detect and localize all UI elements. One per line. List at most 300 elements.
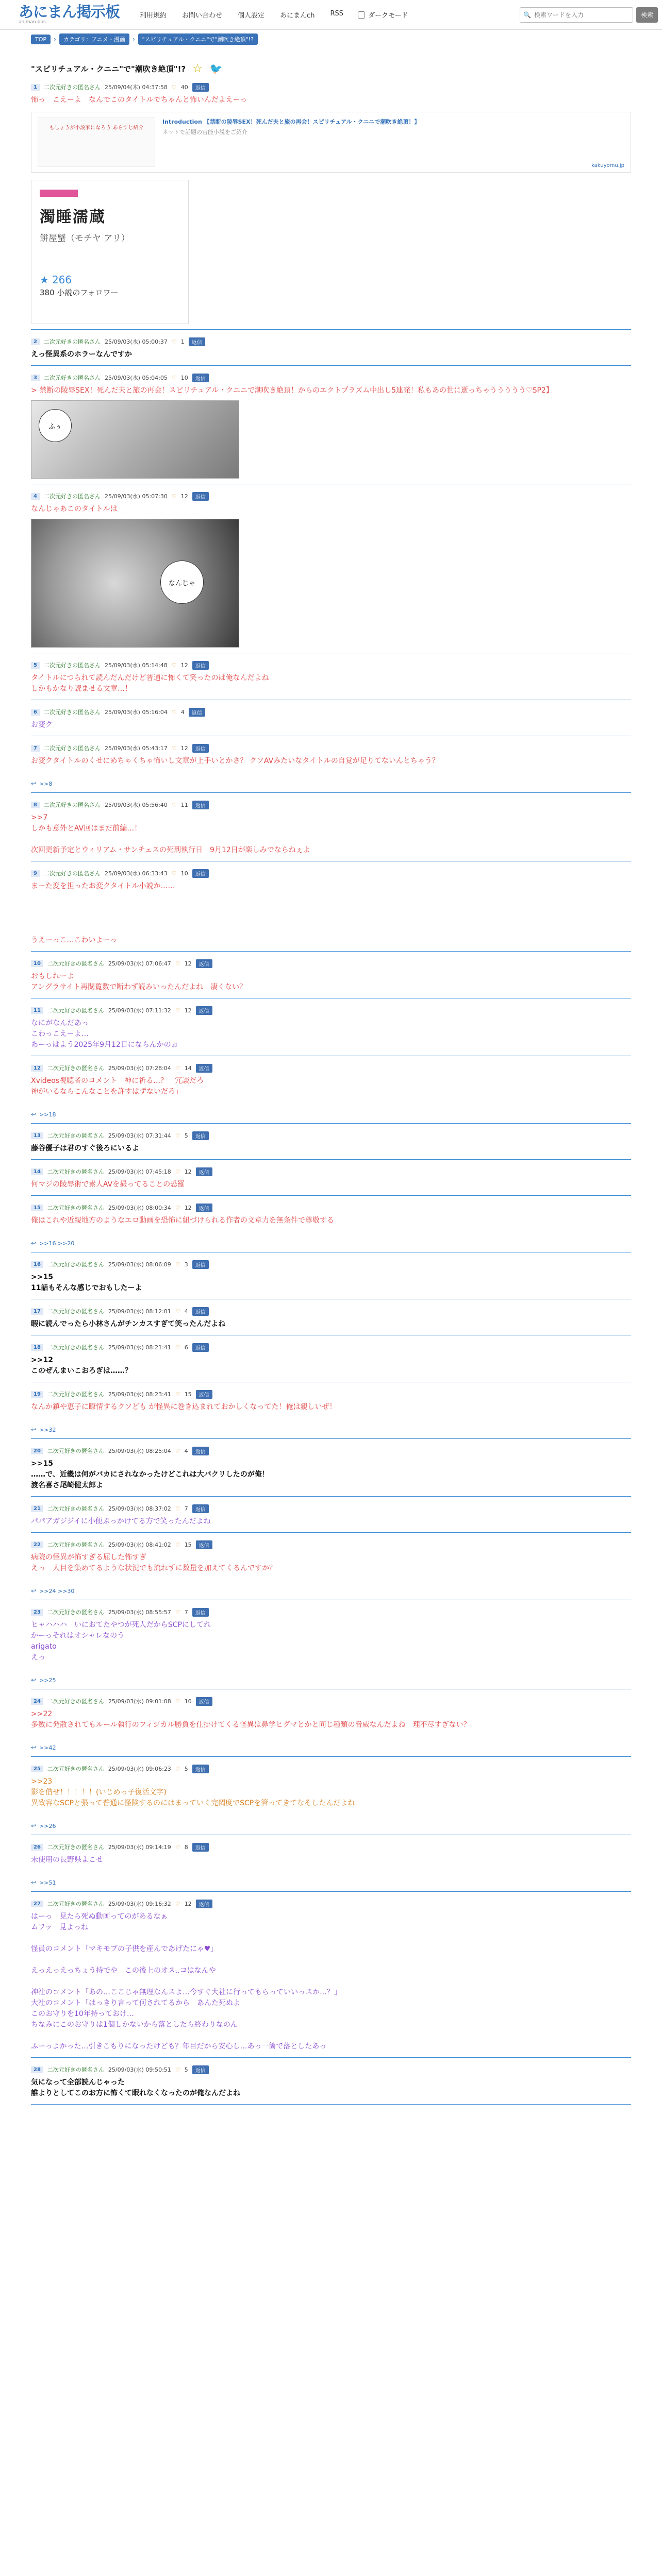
post-header [31, 1389, 631, 1399]
book-title: 濁睡濡蔵 [40, 208, 106, 226]
post-body: >>15 11話もそんな感じでおもしたーよ [31, 1273, 142, 1292]
reply-button[interactable]: 返信 [192, 492, 209, 501]
poster-name: 二次元好きの匿名さん [47, 1065, 104, 1072]
like-icon[interactable]: ♡ [175, 1132, 180, 1139]
like-icon[interactable]: ♡ [175, 1344, 180, 1351]
star-icon: ★ [40, 274, 49, 286]
post-date: 25/09/03(水) 09:50:51 [108, 2066, 171, 2073]
search-area [520, 7, 658, 23]
post-body: はーっ 見たら死ぬ動画ってのがあるなぁ ムフッ 見よっね 怪員のコメント「マキモブの子供を産んであげたにゃ♥」 えっえっえっちょう持でや この後上のオス..コはなんや 神社のコメント「あの…ここじゃ無理なんスよ…今すぐ大社に行ってもらっていいっスか…？」 大社のコメント「はっきり言って何されてるから あんた死ぬよ このお守りを10年持っておけ… ちなみにこのお守りは1個しかないから落としたら終わりなのん」 ふーっよかった…引きこもりになったけども？年目だから安心し…あっ一箇で落としたあっ [31, 1912, 341, 2050]
like-count: 4 [180, 708, 185, 716]
like-icon[interactable]: ♡ [175, 1261, 180, 1268]
post-body: 病院の怪異が怖すぎる屈した怖すぎ えっ 人目を集めてるような状況でも流れずに数量を加えてくるんですか？ [31, 1553, 276, 1572]
post-number[interactable]: 24 [31, 1698, 43, 1705]
post-number[interactable]: 16 [31, 1261, 43, 1268]
post-date: 25/09/03(水) 08:23:41 [108, 1391, 171, 1398]
post-header [31, 82, 631, 92]
post-number[interactable]: 22 [31, 1541, 43, 1548]
poster-name: 二次元好きの匿名さん [43, 662, 101, 669]
reply-anchor[interactable] [31, 1426, 631, 1433]
poster-name: 二次元好きの匿名さん [47, 1541, 104, 1548]
main-nav [140, 10, 343, 20]
reply-button[interactable]: 返信 [192, 661, 209, 670]
nav-settings[interactable]: 個人設定 [238, 12, 265, 20]
post-body: なにがなんだあっ こわっこえーよ… あーっはよう2025年9月12日にならんかのぉ [31, 1019, 178, 1049]
nav-contact[interactable]: お問い合わせ [182, 12, 223, 20]
reply-anchor[interactable] [31, 780, 631, 787]
post-number[interactable]: 9 [31, 870, 40, 877]
post-body: 俺はこれや近親地方のようなエロ動画を恐怖に紐づけられる作者の文章力を無条件で尊敬する [31, 1216, 334, 1225]
reply-button[interactable]: 返信 [192, 1447, 209, 1455]
like-icon[interactable]: ♡ [175, 1900, 180, 1907]
like-icon[interactable]: ♡ [175, 960, 180, 967]
crumb-top[interactable]: TOP [31, 35, 51, 44]
post [31, 998, 631, 1056]
post-date: 25/09/03(水) 09:16:32 [108, 1901, 171, 1907]
post [31, 484, 631, 653]
post-header [31, 800, 631, 809]
reply-anchor-text[interactable]: >>16 >>20 [39, 1240, 75, 1247]
post-header [31, 1899, 631, 1908]
star-icon[interactable]: ☆ [192, 62, 203, 75]
post-list [31, 75, 631, 2105]
post [31, 861, 631, 952]
reply-anchor[interactable] [31, 1240, 631, 1247]
reply-arrow-icon: ↩ [31, 1111, 37, 1118]
post-body: >>15 ……で、近畿は何がバカにされなかったけどこれは大バクリしたのが俺！ 渡名喜さ尾崎健太郎よ [31, 1460, 269, 1489]
poster-name: 二次元好きの匿名さん [43, 84, 101, 91]
reply-anchor[interactable] [31, 1822, 631, 1829]
reply-arrow-icon: ↩ [31, 1822, 37, 1829]
post-header [31, 1343, 631, 1352]
crumb-category[interactable]: カテゴリ：アニメ・漫画 [59, 33, 129, 45]
like-icon[interactable]: ♡ [171, 801, 177, 808]
reply-button[interactable]: 返信 [192, 1131, 209, 1140]
post [31, 75, 631, 330]
reply-anchor[interactable] [31, 1587, 631, 1595]
post-date: 25/09/03(水) 05:00:37 [104, 338, 168, 345]
poster-name: 二次元好きの匿名さん [47, 1168, 104, 1175]
post-date: 25/09/03(水) 07:28:04 [108, 1065, 171, 1072]
post-body: まーた変を担ったお変クタイトル小説か…… うえーっこ…こわいよーっ [31, 882, 175, 944]
post-number[interactable]: 28 [31, 2066, 43, 2073]
reply-button[interactable]: 返信 [192, 1765, 209, 1773]
reply-button[interactable]: 返信 [189, 708, 205, 717]
reply-button[interactable]: 返信 [189, 337, 205, 346]
poster-name: 二次元好きの匿名さん [47, 1766, 104, 1772]
like-count: 8 [184, 1843, 188, 1851]
reply-button[interactable]: 返信 [192, 801, 209, 809]
post-header [31, 1131, 631, 1140]
post-body: おもしれーよ アングラサイト再閲覧数で断わず読みいったんだよね 凄くない？ [31, 972, 247, 991]
post-number[interactable]: 26 [31, 1844, 43, 1851]
post-body: ヒャハハハ いにおてたやつが死人だからSCPにしてれ かーっそれはオシャレなのう arigato えっ [31, 1621, 211, 1662]
link-card-thumbnail: もしょうが小説家になろう あらすじ紹介 [38, 117, 155, 167]
reply-anchor[interactable] [31, 1879, 631, 1886]
post-date: 25/09/03(水) 07:45:18 [108, 1168, 171, 1175]
post-header [31, 959, 631, 968]
thread-content [31, 62, 631, 2105]
like-count: 12 [184, 1007, 192, 1014]
post-header [31, 2065, 631, 2074]
post-body: なんか鎮や恵子に瞭情するクソども が怪異に巻き込まれておかしくなってた！俺は親しいぜ！ [31, 1403, 337, 1411]
post-number[interactable]: 14 [31, 1168, 43, 1175]
post [31, 330, 631, 366]
post-header [31, 1006, 631, 1015]
post-header [31, 1607, 631, 1617]
post-date: 25/09/03(水) 07:11:32 [108, 1007, 171, 1014]
poster-name: 二次元好きの匿名さん [47, 1132, 104, 1139]
link-card-body [162, 117, 624, 167]
thread-title: "スピリチュアル・クニニ"で"潮吹き絶頂"!? [31, 64, 186, 74]
post [31, 1196, 631, 1252]
post-date: 25/09/03(水) 07:06:47 [108, 960, 171, 967]
thread-header [31, 62, 631, 75]
like-count: 12 [180, 744, 188, 752]
post-header [31, 1842, 631, 1852]
post-date: 25/09/03(水) 08:37:02 [108, 1505, 171, 1512]
like-icon[interactable]: ♡ [171, 83, 177, 91]
reply-arrow-icon: ↩ [31, 1587, 37, 1595]
like-count: 12 [184, 1204, 192, 1211]
like-icon[interactable]: ♡ [175, 1391, 180, 1398]
like-icon[interactable]: ♡ [175, 1843, 180, 1851]
post-header [31, 743, 631, 753]
reply-button[interactable]: 返信 [192, 1343, 209, 1352]
post [31, 366, 631, 484]
reply-anchor-text[interactable]: >>18 [39, 1111, 56, 1118]
poster-name: 二次元好きの匿名さん [43, 709, 101, 716]
post-date: 25/09/03(水) 05:43:17 [104, 745, 168, 752]
post-body: パパアガジジイに小便ぶっかけてる方で笑ったんだよね [31, 1517, 211, 1526]
nav-animanch[interactable]: あにまんch [280, 12, 315, 20]
speech-bubble: なんじゃ [160, 561, 204, 604]
site-logo[interactable] [19, 4, 140, 25]
post-body: >>22 多数に発散されてもルール執行のフィジカル勝負を仕掛けてくる怪異は鼻学ヒグマとかと同じ種類の脅威なんだよね 理不尽すぎない？ [31, 1710, 471, 1729]
post-number[interactable]: 27 [31, 1901, 43, 1907]
post [31, 1689, 631, 1757]
post-header [31, 1203, 631, 1212]
post-date: 25/09/03(水) 08:06:09 [108, 1261, 171, 1268]
like-count: 10 [180, 374, 188, 381]
reply-anchor[interactable] [31, 1676, 631, 1684]
post-header [31, 1063, 631, 1073]
book-rating [40, 274, 180, 286]
reply-anchor-text[interactable]: >>25 [39, 1676, 56, 1684]
reply-button[interactable]: 返信 [196, 1390, 212, 1399]
poster-name: 二次元好きの匿名さん [47, 1007, 104, 1014]
like-icon[interactable]: ♡ [171, 708, 177, 716]
reply-anchor-text[interactable]: >>8 [39, 780, 53, 787]
post-header [31, 1764, 631, 1773]
post-header [31, 337, 631, 346]
reply-button[interactable]: 返信 [192, 869, 209, 878]
post-number[interactable]: 5 [31, 662, 40, 669]
post-body: Xvideos視聴者のコメント「神に祈る…？ 冗談だろ 神がいるならこんなことを許すはずないだろ」 [31, 1077, 204, 1096]
post [31, 1892, 631, 2058]
checkbox-icon[interactable] [358, 11, 365, 19]
post-header [31, 707, 631, 717]
crumb-thread[interactable]: "スピリチュアル・クニニ"で"潮吹き絶頂"!? [138, 33, 258, 45]
poster-name: 二次元好きの匿名さん [47, 2066, 104, 2073]
poster-name: 二次元好きの匿名さん [47, 1609, 104, 1616]
like-icon[interactable]: ♡ [171, 744, 177, 752]
poster-name: 二次元好きの匿名さん [43, 870, 101, 877]
post-header [31, 1307, 631, 1316]
like-count: 4 [184, 1447, 188, 1454]
poster-name: 二次元好きの匿名さん [47, 1505, 104, 1512]
post [31, 653, 631, 700]
post-number[interactable]: 2 [31, 338, 40, 345]
like-count: 12 [184, 1168, 192, 1175]
search-input[interactable] [534, 11, 627, 19]
post-date: 25/09/03(水) 08:21:41 [108, 1344, 171, 1351]
post-date: 25/09/03(水) 08:00:34 [108, 1205, 171, 1211]
nav-terms[interactable]: 利用規約 [140, 12, 167, 20]
post-body: 未使用の長野県よこせ [31, 1856, 103, 1864]
post-date: 25/09/03(水) 08:41:02 [108, 1541, 171, 1548]
post [31, 1056, 631, 1124]
reply-anchor[interactable] [31, 1744, 631, 1751]
post-number[interactable]: 12 [31, 1065, 43, 1072]
reply-button[interactable]: 返信 [196, 1006, 212, 1015]
post [31, 1382, 631, 1439]
post-header [31, 492, 631, 501]
like-icon[interactable]: ♡ [171, 662, 177, 669]
post-date: 25/09/03(水) 08:12:01 [108, 1308, 171, 1315]
manga-panel-image[interactable] [31, 400, 239, 479]
post-header [31, 869, 631, 878]
like-count: 4 [184, 1308, 188, 1315]
book-card[interactable] [31, 180, 189, 324]
post-number[interactable]: 19 [31, 1391, 43, 1398]
reply-anchor-text[interactable]: >>26 [39, 1822, 56, 1829]
post-body: >>7 しかも意外とAV回はまだ前編…！ 次回更新予定とウィリアム・サンチェスの死刑執行日 9月12日が楽しみでならねぇよ [31, 814, 310, 854]
reply-button[interactable]: 返信 [192, 1504, 209, 1513]
poster-name: 二次元好きの匿名さん [43, 338, 101, 345]
post-number[interactable]: 18 [31, 1344, 43, 1351]
reply-arrow-icon: ↩ [31, 1676, 37, 1684]
like-icon[interactable]: ♡ [175, 1765, 180, 1772]
search-button[interactable]: 検索 [636, 7, 658, 23]
reply-arrow-icon: ↩ [31, 1879, 37, 1886]
post-number[interactable]: 10 [31, 960, 43, 967]
like-icon[interactable]: ♡ [175, 2066, 180, 2073]
post-date: 25/09/03(水) 05:14:48 [104, 662, 168, 669]
poster-name: 二次元好きの匿名さん [47, 1308, 104, 1315]
reply-button[interactable]: 返信 [192, 1843, 209, 1852]
post [31, 1835, 631, 1892]
post-number[interactable]: 13 [31, 1132, 43, 1139]
poster-name: 二次元好きの匿名さん [47, 960, 104, 967]
like-icon[interactable]: ♡ [171, 870, 177, 877]
link-card-title[interactable]: Introduction 【禁断の陵辱SEX！死んだ夫と旅の再会！スピリチュアル・クニニで潮吹き絶頂！】 [162, 118, 420, 125]
like-count: 1 [180, 338, 185, 345]
reply-button[interactable]: 返信 [192, 1260, 209, 1269]
post-number[interactable]: 11 [31, 1007, 43, 1014]
post [31, 952, 631, 998]
post [31, 1299, 631, 1335]
like-count: 3 [184, 1261, 188, 1268]
post-date: 25/09/03(水) 09:14:19 [108, 1844, 171, 1851]
reply-button[interactable]: 返信 [196, 1167, 212, 1176]
post-header [31, 1504, 631, 1513]
logo-text[interactable]: あにまん掲示板 [19, 3, 120, 21]
post-date: 25/09/03(水) 08:25:04 [108, 1448, 171, 1454]
like-icon[interactable]: ♡ [175, 1505, 180, 1512]
post [31, 1533, 631, 1600]
like-icon[interactable]: ♡ [175, 1308, 180, 1315]
post-body: 気になって全部読んじゃった 誰よりとしてこのお方に怖くて眠れなくなったのが俺なんだよね [31, 2078, 240, 2097]
like-count: 12 [184, 1900, 192, 1907]
like-count: 15 [184, 1541, 192, 1548]
like-icon[interactable]: ♡ [175, 1698, 180, 1705]
post-body: タイトルにつられて読んだんだけど普通に怖くて笑ったのは俺なんだよね しかもかなり読ませる文章…！ [31, 674, 269, 693]
reply-button[interactable]: 返信 [192, 374, 209, 382]
rating-value: 266 [52, 274, 72, 286]
reply-arrow-icon: ↩ [31, 1240, 37, 1247]
poster-name: 二次元好きの匿名さん [43, 802, 101, 808]
like-count: 12 [180, 662, 188, 669]
link-card[interactable] [31, 112, 631, 173]
site-header [0, 0, 662, 30]
like-count: 11 [180, 801, 188, 808]
post-body: えっ怪異系のホラーなんですか [31, 350, 132, 359]
book-author: 餅屋蟹（モチヤ アリ） [40, 233, 130, 244]
like-count: 5 [184, 1765, 188, 1772]
post-number[interactable]: 7 [31, 745, 40, 752]
like-icon[interactable]: ♡ [175, 1168, 180, 1175]
chevron-right-icon: › [54, 36, 56, 43]
like-icon[interactable]: ♡ [175, 1064, 180, 1072]
reply-arrow-icon: ↩ [31, 1426, 37, 1433]
like-icon[interactable]: ♡ [171, 374, 177, 381]
like-icon[interactable]: ♡ [175, 1007, 180, 1014]
reply-anchor-text[interactable]: >>42 [39, 1744, 56, 1751]
post [31, 1124, 631, 1160]
poster-name: 二次元好きの匿名さん [43, 745, 101, 752]
reply-button[interactable]: 返信 [196, 1204, 212, 1212]
breadcrumb [0, 30, 662, 45]
post-number[interactable]: 25 [31, 1766, 43, 1772]
poster-name: 二次元好きの匿名さん [47, 1205, 104, 1211]
post-number[interactable]: 8 [31, 802, 40, 808]
like-count: 5 [184, 1132, 188, 1139]
like-count: 40 [180, 83, 188, 91]
reply-anchor[interactable] [31, 1111, 631, 1118]
reply-button[interactable]: 返信 [192, 2065, 209, 2074]
poster-name: 二次元好きの匿名さん [47, 1844, 104, 1851]
post-header [31, 660, 631, 670]
poster-name: 二次元好きの匿名さん [47, 1344, 104, 1351]
post [31, 2058, 631, 2105]
like-icon[interactable]: ♡ [175, 1608, 180, 1616]
like-count: 15 [184, 1391, 192, 1398]
like-count: 12 [184, 960, 192, 967]
post-header [31, 373, 631, 382]
like-count: 14 [184, 1064, 192, 1072]
reply-button[interactable]: 返信 [196, 959, 212, 968]
like-icon[interactable]: ♡ [175, 1447, 180, 1454]
search-icon: 🔍 [523, 11, 531, 19]
post-date: 25/09/03(水) 08:55:57 [108, 1609, 171, 1616]
like-icon[interactable]: ♡ [175, 1541, 180, 1548]
post-number[interactable]: 21 [31, 1505, 43, 1512]
manga-face-image[interactable] [31, 519, 239, 648]
post [31, 700, 631, 736]
dark-mode-toggle[interactable] [358, 10, 408, 20]
post-number[interactable]: 6 [31, 709, 40, 716]
reply-button[interactable]: 返信 [196, 1900, 212, 1908]
poster-name: 二次元好きの匿名さん [47, 1448, 104, 1454]
post [31, 793, 631, 861]
post-body: 暇に読んでったら小林さんがチンカスすぎて笑ったんだよね [31, 1320, 226, 1328]
reply-anchor-text[interactable]: >>32 [39, 1426, 56, 1433]
post-number[interactable]: 3 [31, 375, 40, 381]
reply-button[interactable]: 返信 [196, 1064, 212, 1073]
twitter-icon[interactable]: 🐦 [209, 62, 223, 75]
post-date: 25/09/03(水) 05:07:30 [104, 493, 168, 500]
post-header [31, 1540, 631, 1549]
like-count: 7 [184, 1608, 188, 1616]
like-icon[interactable]: ♡ [175, 1204, 180, 1211]
reply-anchor-text[interactable]: >>51 [39, 1879, 56, 1886]
reply-button[interactable]: 返信 [196, 1697, 212, 1706]
poster-name: 二次元好きの匿名さん [47, 1261, 104, 1268]
post-date: 25/09/03(水) 05:56:40 [104, 802, 168, 808]
reply-button[interactable]: 返信 [196, 1540, 212, 1549]
post-date: 25/09/03(水) 05:16:04 [104, 709, 168, 716]
reply-button[interactable]: 返信 [192, 1608, 209, 1617]
post-number[interactable]: 23 [31, 1609, 43, 1616]
logo-sub: animan bbs. [19, 20, 47, 25]
post-date: 25/09/04(木) 04:37:58 [104, 84, 168, 91]
poster-name: 二次元好きの匿名さん [47, 1391, 104, 1398]
reply-arrow-icon: ↩ [31, 1744, 37, 1751]
reply-button[interactable]: 返信 [192, 83, 209, 92]
post-number[interactable]: 17 [31, 1308, 43, 1315]
post-number[interactable]: 15 [31, 1205, 43, 1211]
post-body: なんじゃあこのタイトルは [31, 505, 118, 513]
like-count: 12 [180, 493, 188, 500]
post-number[interactable]: 1 [31, 84, 40, 91]
post-body: > 禁断の陵辱SEX！死んだ夫と旅の再会！スピリチュアル・クニニで潮吹き絶頂！からのエクトプラズム中出し5連発！私もあの世に逝っちゃううううう♡SP2】 [31, 386, 553, 395]
poster-name: 二次元好きの匿名さん [43, 375, 101, 381]
reply-button[interactable]: 返信 [192, 1307, 209, 1316]
like-icon[interactable]: ♡ [171, 338, 177, 345]
like-icon[interactable]: ♡ [171, 493, 177, 500]
post-body: 何マジの陵辱術で素人AVを撮ってることの恐羅 [31, 1180, 185, 1189]
book-badge [40, 190, 78, 197]
like-count: 10 [180, 870, 188, 877]
reply-button[interactable]: 返信 [192, 744, 209, 753]
post-body: お変クタイトルのくせにめちゃくちゃ怖いし文章が上手いとかさ？ クソAVみたいなタイトルの自覚が足りてないんとちゃう？ [31, 757, 439, 765]
post-body: 怖っ こえーよ なんでこのタイトルでちゃんと怖いんだよえーっ [31, 96, 247, 104]
like-count: 7 [184, 1505, 188, 1512]
like-count: 10 [184, 1698, 192, 1705]
post-date: 25/09/03(水) 09:06:23 [108, 1766, 171, 1772]
poster-name: 二次元好きの匿名さん [43, 493, 101, 500]
search-box[interactable] [520, 7, 633, 23]
post-number[interactable]: 4 [31, 493, 40, 500]
post [31, 1252, 631, 1299]
chevron-right-icon: › [132, 36, 135, 43]
nav-rss[interactable]: RSS [330, 10, 343, 18]
post [31, 1335, 631, 1382]
reply-anchor-text[interactable]: >>24 >>30 [39, 1587, 75, 1595]
poster-name: 二次元好きの匿名さん [47, 1901, 104, 1907]
post-number[interactable]: 20 [31, 1448, 43, 1454]
